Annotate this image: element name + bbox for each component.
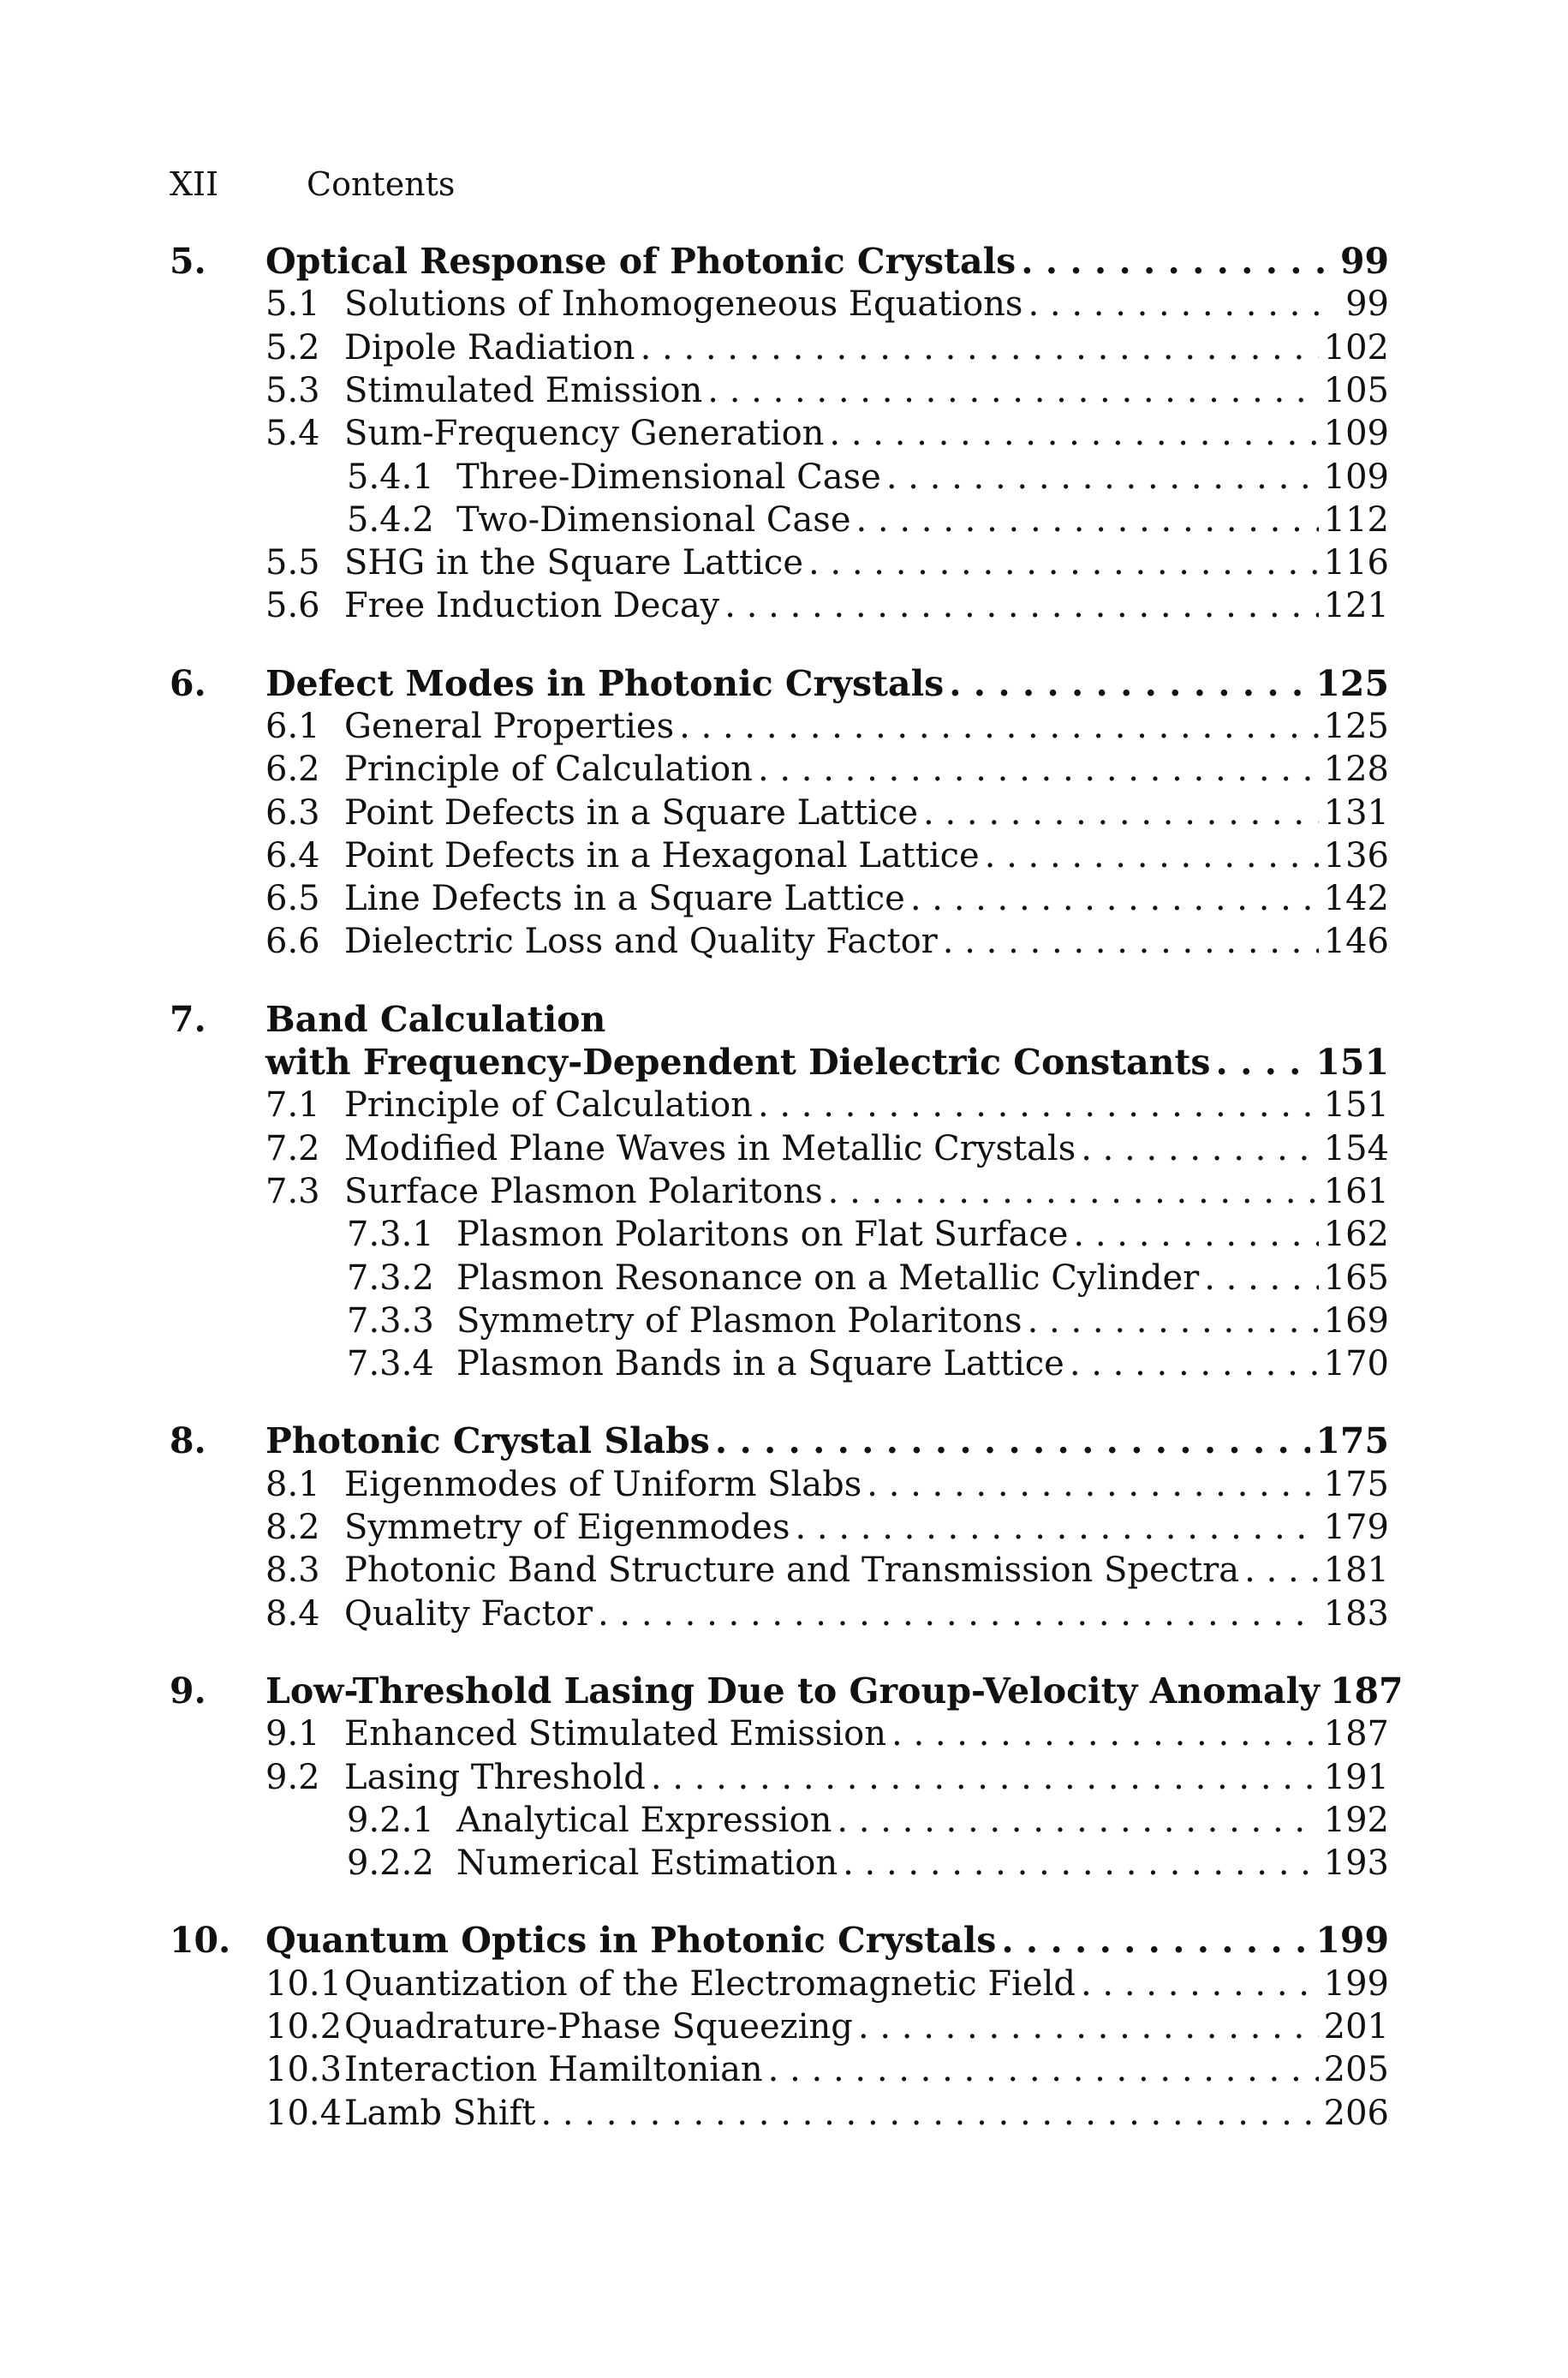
entry-page-number: 125 — [1323, 707, 1389, 746]
entry-page-number: 205 — [1323, 2050, 1389, 2089]
entry-title: SHG in the Square Lattice — [344, 543, 803, 583]
toc-section-entry — [265, 1756, 1389, 1799]
dot-leader — [1028, 1300, 1319, 1342]
entry-title: Principle of Calculation — [344, 1085, 753, 1125]
entry-number: 6.2 — [265, 750, 320, 789]
entry-title: with Frequency-Dependent Dielectric Constants — [265, 1042, 1211, 1083]
entry-page-number: 151 — [1315, 1042, 1389, 1083]
toc-section-entry — [265, 1170, 1389, 1213]
toc-section-entry — [265, 792, 1389, 834]
dot-leader — [1028, 283, 1324, 326]
dot-leader — [641, 326, 1319, 369]
toc-subsection-entry — [347, 499, 1389, 541]
entry-title: Sum-Frequency Generation — [344, 414, 825, 453]
entry-page-number: 116 — [1323, 543, 1389, 583]
entry-number: 10.3 — [265, 2050, 343, 2089]
entry-page-number: 125 — [1315, 663, 1389, 704]
entry-title: Photonic Crystal Slabs — [265, 1420, 710, 1461]
toc-section-entry — [265, 584, 1389, 627]
entry-number: 6.3 — [265, 793, 320, 833]
entry-number: 7.1 — [265, 1085, 320, 1125]
entry-page-number: 169 — [1323, 1301, 1389, 1341]
entry-title: Defect Modes in Photonic Crystals — [265, 663, 945, 704]
entry-title: Quantum Optics in Photonic Crystals — [265, 1920, 997, 1961]
chapter-title-line1: Band Calculation — [265, 999, 606, 1040]
toc-subsection-entry — [347, 456, 1389, 499]
entry-number: 5.3 — [265, 371, 320, 410]
entry-page-number: 191 — [1323, 1758, 1389, 1797]
entry-page-number: 128 — [1323, 750, 1389, 789]
dot-leader — [1081, 1127, 1318, 1170]
dot-leader — [1204, 1257, 1318, 1300]
chapter-heading — [170, 240, 1389, 283]
entry-title: Dielectric Loss and Quality Factor — [344, 922, 938, 961]
entry-title: Numerical Estimation — [456, 1843, 838, 1883]
toc-subsection-entry — [347, 1342, 1389, 1385]
entry-page-number: 121 — [1323, 586, 1389, 625]
chapter-heading — [265, 1041, 1389, 1084]
entry-title: Point Defects in a Hexagonal Lattice — [344, 836, 980, 875]
entry-number: 8.1 — [265, 1465, 320, 1504]
entry-title: Plasmon Bands in a Square Lattice — [456, 1344, 1064, 1383]
entry-number: 8.2 — [265, 1508, 320, 1547]
entry-page-number: 165 — [1323, 1258, 1389, 1298]
chapter-heading-line1 — [170, 998, 1389, 1041]
toc-subsection-entry — [347, 1257, 1389, 1300]
toc-section-entry — [265, 1506, 1389, 1549]
entry-number: 8.4 — [265, 1594, 320, 1634]
entry-title: Point Defects in a Square Lattice — [344, 793, 919, 833]
entry-page-number: 181 — [1323, 1550, 1389, 1590]
entry-title: Optical Response of Photonic Crystals — [265, 241, 1017, 282]
running-title: Contents — [307, 165, 456, 203]
entry-number: 10.4 — [265, 2094, 343, 2133]
entry-number: 5.5 — [265, 543, 320, 583]
entry-number: 5.6 — [265, 586, 320, 625]
entry-number: 7.2 — [265, 1129, 320, 1168]
toc-section-entry — [265, 283, 1389, 326]
entry-title: Modified Plane Waves in Metallic Crystals — [344, 1129, 1076, 1168]
toc-section-entry — [265, 326, 1389, 369]
toc-section-entry — [265, 412, 1389, 455]
toc-section-entry — [265, 369, 1389, 412]
dot-leader — [1216, 1041, 1311, 1084]
entry-title: Solutions of Inhomogeneous Equations — [344, 284, 1023, 324]
dot-leader — [1001, 1919, 1310, 1962]
entry-number: 6.5 — [265, 879, 320, 918]
entry-title: Quantization of the Electromagnetic Field — [344, 1964, 1076, 2004]
entry-title: Eigenmodes of Uniform Slabs — [344, 1465, 862, 1504]
entry-page-number: 146 — [1323, 922, 1389, 961]
chapter-heading — [170, 662, 1389, 705]
toc-section-entry — [265, 1549, 1389, 1592]
dot-leader — [856, 499, 1319, 541]
entry-number: 8.3 — [265, 1550, 320, 1590]
entry-title: Line Defects in a Square Lattice — [344, 879, 905, 918]
entry-page-number: 131 — [1323, 793, 1389, 833]
entry-title: Plasmon Resonance on a Metallic Cylinder — [456, 1258, 1200, 1298]
entry-page-number: 109 — [1323, 414, 1389, 453]
entry-title: Quadrature-Phase Squeezing — [344, 2007, 853, 2046]
entry-title: Symmetry of Eigenmodes — [344, 1508, 790, 1547]
running-head — [170, 163, 455, 206]
entry-title: Free Induction Decay — [344, 586, 720, 625]
entry-number: 9.2 — [265, 1758, 320, 1797]
dot-leader — [1021, 240, 1324, 283]
entry-number: 5.4 — [265, 414, 320, 453]
entry-page-number: 183 — [1323, 1594, 1389, 1634]
entry-number: 10. — [170, 1920, 231, 1961]
entry-page-number: 142 — [1323, 879, 1389, 918]
dot-leader — [1073, 1213, 1318, 1256]
entry-number: 5. — [170, 241, 206, 282]
toc-section-entry — [265, 877, 1389, 920]
dot-leader — [758, 748, 1319, 791]
dot-leader — [679, 705, 1319, 748]
entry-number: 9. — [170, 1670, 206, 1712]
entry-title: Enhanced Stimulated Emission — [344, 1714, 887, 1754]
entry-page-number: 199 — [1315, 1920, 1389, 1961]
dot-leader — [943, 920, 1319, 963]
chapter-heading — [170, 1670, 1404, 1712]
toc-section-entry — [265, 1963, 1389, 2005]
entry-number: 6. — [170, 663, 206, 704]
toc-section-entry — [265, 1463, 1389, 1506]
entry-number: 7.3 — [265, 1172, 320, 1211]
toc-section-entry — [265, 1084, 1389, 1126]
entry-title: Quality Factor — [344, 1594, 593, 1634]
entry-number: 6.1 — [265, 707, 320, 746]
dot-leader — [867, 1463, 1318, 1506]
toc-subsection-entry — [347, 1213, 1389, 1256]
entry-number: 8. — [170, 1420, 206, 1461]
entry-title: Lamb Shift — [344, 2094, 536, 2133]
toc-section-entry — [265, 748, 1389, 791]
dot-leader — [758, 1084, 1319, 1126]
entry-title: Photonic Band Structure and Transmission Spectra — [344, 1550, 1240, 1590]
entry-number: 5.2 — [265, 328, 320, 367]
entry-number: 5.4.2 — [347, 500, 434, 540]
toc-subsection-entry — [347, 1300, 1389, 1342]
entry-page-number: 175 — [1323, 1465, 1389, 1504]
entry-page-number: 105 — [1323, 371, 1389, 410]
entry-number: 7.3.3 — [347, 1301, 434, 1341]
entry-title: Principle of Calculation — [344, 750, 753, 789]
toc-section-entry — [265, 834, 1389, 877]
toc-section-entry — [265, 2005, 1389, 2048]
entry-page-number: 151 — [1323, 1085, 1389, 1125]
entry-page-number: 187 — [1329, 1670, 1404, 1712]
toc-subsection-entry — [347, 1842, 1389, 1885]
entry-number: 9.1 — [265, 1714, 320, 1754]
entry-number: 9.2.2 — [347, 1843, 434, 1883]
dot-leader — [949, 662, 1310, 705]
dot-leader — [837, 1799, 1318, 1842]
toc-subsection-entry — [347, 1799, 1389, 1842]
entry-title: Two-Dimensional Case — [456, 500, 851, 540]
entry-title: Stimulated Emission — [344, 371, 703, 410]
chapter-heading — [170, 1919, 1389, 1962]
dot-leader — [985, 834, 1319, 877]
entry-number: 6.6 — [265, 922, 320, 961]
entry-page-number: 170 — [1323, 1344, 1389, 1383]
chapter-number: 7. — [170, 999, 206, 1040]
entry-page-number: 199 — [1323, 1964, 1389, 2004]
entry-page-number: 99 — [1339, 241, 1389, 282]
dot-leader — [724, 584, 1318, 627]
entry-page-number: 136 — [1323, 836, 1389, 875]
entry-page-number: 112 — [1323, 500, 1389, 540]
entry-page-number: 109 — [1323, 457, 1389, 497]
entry-title: Dipole Radiation — [344, 328, 635, 367]
entry-title: Interaction Hamiltonian — [344, 2050, 763, 2089]
entry-page-number: 175 — [1315, 1420, 1389, 1461]
entry-page-number: 102 — [1323, 328, 1389, 367]
entry-page-number: 161 — [1323, 1172, 1389, 1211]
toc-section-entry — [265, 920, 1389, 963]
entry-page-number: 179 — [1323, 1508, 1389, 1547]
dot-leader — [808, 541, 1319, 584]
dot-leader — [1244, 1549, 1319, 1592]
entry-number: 7.3.1 — [347, 1215, 434, 1254]
entry-title: Symmetry of Plasmon Polaritons — [456, 1301, 1022, 1341]
entry-number: 10.2 — [265, 2007, 343, 2046]
dot-leader — [1070, 1342, 1319, 1385]
dot-leader — [910, 877, 1319, 920]
entry-number: 5.4.1 — [347, 457, 434, 497]
dot-leader — [886, 456, 1319, 499]
toc-section-entry — [265, 1712, 1389, 1755]
entry-number: 9.2.1 — [347, 1801, 434, 1840]
dot-leader — [828, 1170, 1319, 1213]
entry-page-number: 187 — [1323, 1714, 1389, 1754]
entry-number: 6.4 — [265, 836, 320, 875]
entry-title: Three-Dimensional Case — [456, 457, 881, 497]
entry-title: Surface Plasmon Polaritons — [344, 1172, 823, 1211]
entry-page-number: 206 — [1323, 2094, 1389, 2133]
entry-title: Low-Threshold Lasing Due to Group-Velocity Anomaly — [265, 1670, 1320, 1712]
dot-leader — [843, 1842, 1319, 1885]
dot-leader — [891, 1712, 1319, 1755]
entry-title: Plasmon Polaritons on Flat Surface — [456, 1215, 1069, 1254]
chapter-heading — [170, 1419, 1389, 1462]
dot-leader — [923, 792, 1319, 834]
entry-page-number: 99 — [1345, 284, 1389, 324]
dot-leader — [829, 412, 1318, 455]
entry-number: 7.3.4 — [347, 1344, 434, 1383]
toc-section-entry — [265, 2092, 1389, 2135]
toc-section-entry — [265, 2048, 1389, 2091]
toc-section-entry — [265, 1592, 1389, 1635]
dot-leader — [858, 2005, 1319, 2048]
toc-section-entry — [265, 541, 1389, 584]
entry-title: Analytical Expression — [456, 1801, 832, 1840]
entry-title: Lasing Threshold — [344, 1758, 646, 1797]
page-folio: XII — [170, 165, 219, 203]
dot-leader — [796, 1506, 1319, 1549]
entry-number: 10.1 — [265, 1964, 343, 2004]
dot-leader — [768, 2048, 1319, 2091]
entry-page-number: 193 — [1323, 1843, 1389, 1883]
dot-leader — [715, 1419, 1311, 1462]
dot-leader — [541, 2092, 1319, 2135]
dot-leader — [707, 369, 1318, 412]
entry-title: General Properties — [344, 707, 675, 746]
dot-leader — [1081, 1963, 1319, 2005]
toc-section-entry — [265, 1127, 1389, 1170]
entry-page-number: 162 — [1323, 1215, 1389, 1254]
entry-page-number: 154 — [1323, 1129, 1389, 1168]
entry-number: 5.1 — [265, 284, 320, 324]
toc-section-entry — [265, 705, 1389, 748]
entry-number: 7.3.2 — [347, 1258, 434, 1298]
dot-leader — [598, 1592, 1319, 1635]
dot-leader — [651, 1756, 1319, 1799]
entry-page-number: 201 — [1323, 2007, 1389, 2046]
entry-page-number: 192 — [1323, 1801, 1389, 1840]
